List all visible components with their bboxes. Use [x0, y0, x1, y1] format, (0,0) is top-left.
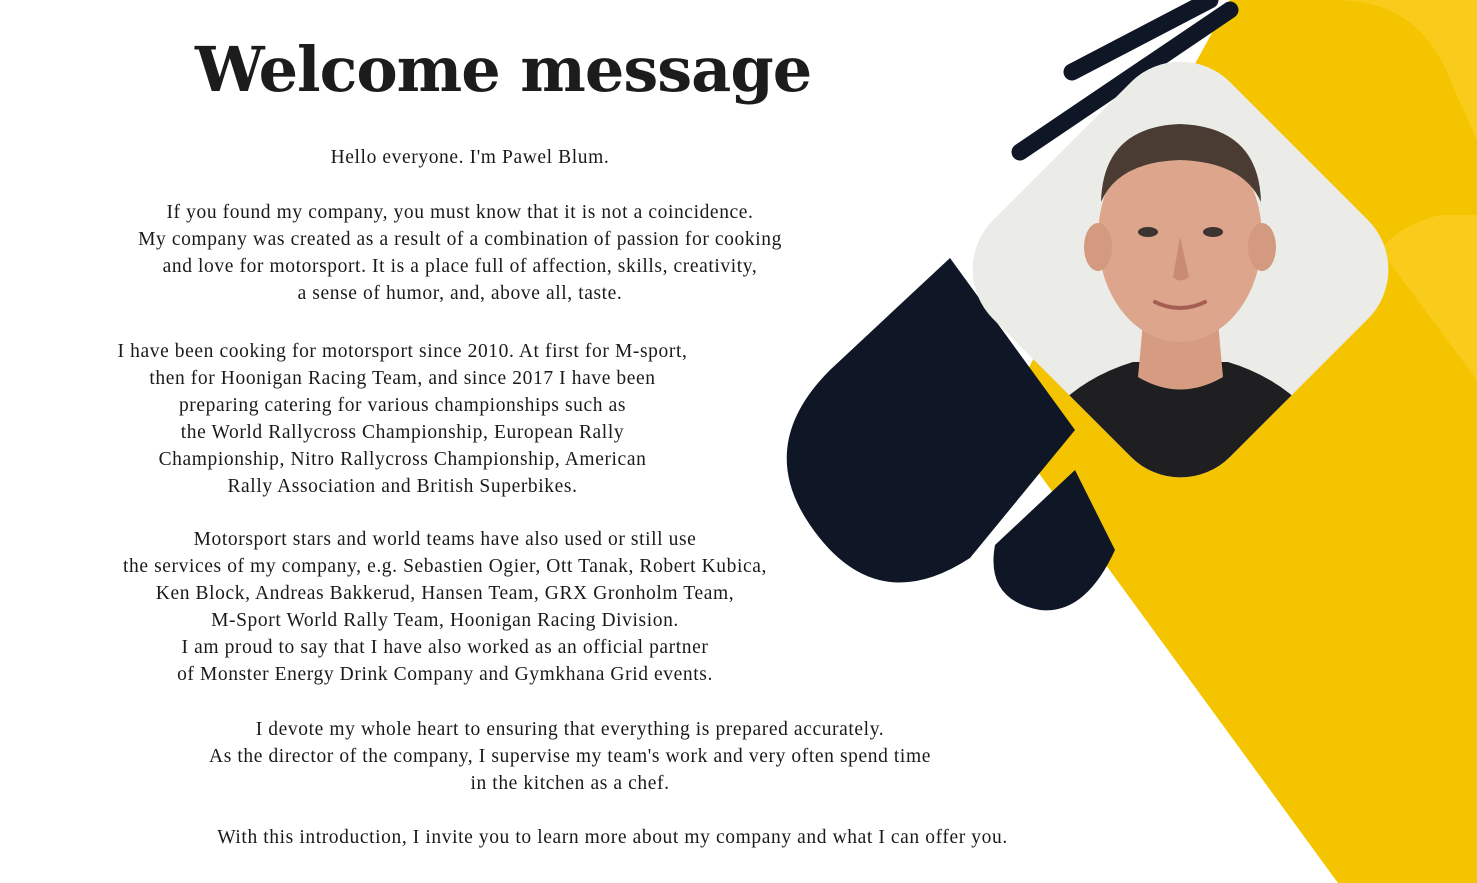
- closing-text: With this introduction, I invite you to learn more about my company and what I can offer you.: [217, 827, 1008, 848]
- intro-paragraph: If you found my company, you must know that it is not a coincidence. My company was created as a result of a combination of passion for cooking and love for motorsport. It is a place full of affection, skills, creativity, a sense of humor, and, above all, taste.: [138, 202, 782, 304]
- experience-paragraph: I have been cooking for motorsport since 2010. At first for M-sport, then for Hoonigan Racing Team, and since 2017 I have been preparing catering for various championships such as the World Rallycross Championship, European Rally Championship, Nitro Rallycross Championship, American Rally Association and British Superbikes.: [117, 341, 688, 497]
- clients-paragraph: Motorsport stars and world teams have also used or still use the services of my company, e.g. Sebastien Ogier, Ott Tanak, Robert Kubica, Ken Block, Andreas Bakkerud, Hansen Team, GRX Gronholm Team, M-Sport World Rally Team, Hoonigan Racing Division. I am proud to say that I have also worked as an official partner of Monster Energy Drink Company and Gymkhana Grid events.: [123, 529, 767, 685]
- greeting-text: Hello everyone. I'm Pawel Blum.: [330, 147, 610, 168]
- dedication-paragraph: I devote my whole heart to ensuring that everything is prepared accurately. As the director of the company, I supervise my team's work and very often spend time in the kitchen as a chef.: [209, 719, 931, 794]
- page-title: Welcome message: [195, 33, 812, 106]
